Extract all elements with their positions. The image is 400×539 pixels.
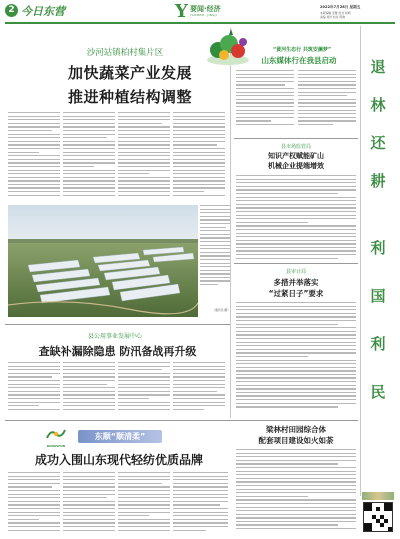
section-title: 要闻·经济 (190, 5, 221, 13)
article6-body-col1 (8, 472, 60, 534)
right-banner-char: 耕 (370, 172, 386, 190)
article6-banner: 东顺“顺清柔” (78, 430, 162, 443)
article5-headline: 查缺补漏除隐患 防汛备战再升级 (38, 345, 197, 358)
article5-body-col2 (63, 362, 115, 414)
article4-body (236, 302, 356, 412)
article5-kicker: 县公用事业发展中心 (87, 333, 142, 340)
article6-body-col4 (173, 472, 228, 534)
right-banner-bottom-image (362, 492, 394, 500)
greenhouse-aerial-photo (8, 205, 198, 317)
qr-code-icon (364, 503, 392, 531)
right-banner-char: 林 (370, 96, 386, 114)
article7-headline-line1: 梁林村田园综合体 (266, 425, 326, 434)
photo-side-text (200, 205, 230, 305)
article5-body-col1 (8, 362, 60, 414)
section-en: YAOWEN · JINGJI (190, 13, 217, 17)
article3-headline-line2: 机械企业提端增效 (268, 162, 324, 170)
right-banner-char: 退 (370, 58, 386, 76)
article2-body-col2 (298, 70, 356, 128)
rule-photo-article5 (5, 324, 230, 325)
header-rule (5, 22, 395, 24)
column-divider (230, 28, 231, 418)
article7-body (236, 449, 356, 535)
article1-headline-line1: 加快蔬菜产业发展 (67, 64, 192, 82)
staff-line-1: 本版编辑 张雅 校对 杨帆 (320, 11, 351, 15)
rule-article5-6 (5, 420, 358, 421)
page-number-badge: 2 (5, 4, 18, 17)
article2-kicker: “黄河生态行 共筑安澜梦” (272, 47, 332, 53)
right-banner-char: 国 (370, 287, 386, 305)
right-banner-char: 民 (370, 383, 386, 401)
article3-body (236, 175, 356, 261)
rule-article3-4 (234, 263, 358, 264)
article6-headline: 成功入围山东现代轻纺优质品牌 (34, 453, 203, 467)
qr-code[interactable] (363, 502, 393, 532)
article5-body-col4 (173, 362, 225, 414)
right-banner-text (362, 48, 394, 416)
article1-body-col2 (63, 112, 115, 198)
article1-body-col4 (173, 112, 225, 198)
article1-kicker: 沙河站镇柏村集片区 (86, 48, 164, 58)
dongshun-logo-label: DONGSHUN (46, 444, 66, 448)
dongshun-logo-icon (45, 428, 67, 440)
article1-headline-line2: 推进种植结构调整 (67, 88, 192, 106)
right-banner-char: 利 (370, 335, 386, 353)
article2-body-col1 (236, 70, 294, 128)
section-letter: Y (175, 1, 188, 22)
rule-article2-3 (234, 138, 358, 139)
article2-headline: 山东媒体行在我县启动 (261, 56, 337, 65)
right-banner-char: 还 (370, 134, 386, 152)
article3-headline-line1: 知识产权赋能矿山 (268, 152, 324, 160)
article1-body-col1 (8, 112, 60, 198)
article6-body-col2 (63, 472, 115, 534)
article4-kicker: 县审计局 (285, 269, 306, 275)
right-banner-char: 利 (370, 239, 386, 257)
newspaper-logo: 今日东营 (21, 5, 65, 18)
article5-body-col3 (118, 362, 170, 414)
staff-line-2: 美编 刘洋 校对 陈晓 (320, 15, 346, 19)
article4-headline-line2: “过紧日子”要求 (268, 289, 324, 298)
article1-body-col3 (118, 112, 170, 198)
article6-body-col3 (118, 472, 170, 534)
article3-kicker: 县市场监管局 (280, 144, 311, 150)
article7-headline-line2: 配套项目建设如火如荼 (258, 436, 334, 445)
dongshun-logo (38, 425, 74, 447)
photo-caption: （通讯员 摄） (212, 308, 230, 312)
issue-date: 2022年7月28日 星期五 (320, 5, 361, 9)
article4-headline-line1: 多措并举落实 (273, 278, 319, 287)
